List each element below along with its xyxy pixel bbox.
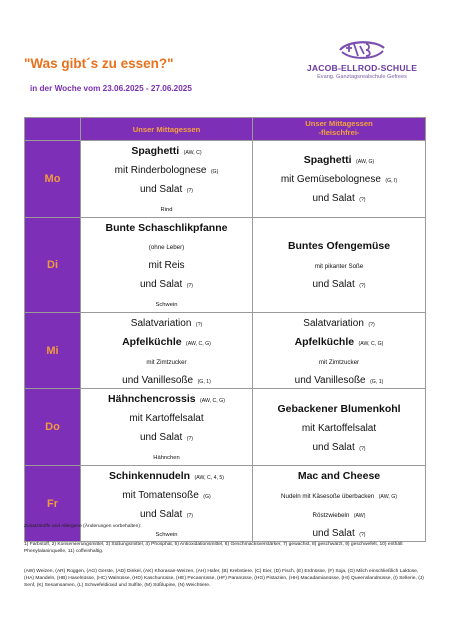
meal-text: mit Zimtzucker bbox=[318, 358, 360, 366]
meal-text: mit Zimtzucker bbox=[146, 358, 187, 366]
corner-cell bbox=[25, 118, 81, 141]
day-label: Fr bbox=[25, 465, 81, 542]
meal-text: Schwein bbox=[155, 302, 178, 308]
footer-additives: 1) Farbstoff, 2) Konservierungsmittel, 3) Süßungsmittel, 4) Phosphat, 5) Antioxidationsmittel, 6) Geschmacksverstärker, 7) gewachst, 8) geschwärzt, 9) geschwefelt, 10) enthält Phenylalaninquelle, 11) coffeinhaltig. bbox=[24, 542, 403, 555]
allergen-code: (?) bbox=[359, 283, 366, 290]
school-logo-icon bbox=[336, 36, 388, 62]
allergen-code: (?) bbox=[359, 445, 366, 452]
allergen-code: (AW, C) bbox=[183, 150, 202, 156]
meal-line bbox=[81, 236, 252, 255]
menu-table bbox=[24, 117, 426, 542]
meal-line bbox=[81, 485, 252, 504]
page-title: "Was gibt´s zu essen?" bbox=[24, 56, 174, 71]
meal-line bbox=[81, 466, 252, 485]
meal-line bbox=[253, 236, 425, 255]
allergen-code: (?) bbox=[359, 531, 366, 538]
meal-line bbox=[253, 274, 425, 293]
allergen-code: (AW, C, G) bbox=[186, 340, 211, 347]
meal-line bbox=[253, 437, 425, 456]
menu-row-do bbox=[25, 389, 426, 466]
meal-cell-vegetarian bbox=[253, 217, 426, 312]
allergen-code: (AW, C, 4, 5) bbox=[194, 474, 225, 481]
menu-row-mi bbox=[25, 312, 426, 389]
meal-text: Salatvariation bbox=[303, 317, 364, 329]
meal-line bbox=[81, 351, 252, 370]
day-label: Do bbox=[25, 389, 81, 466]
meal-cell-vegetarian bbox=[253, 141, 426, 218]
allergen-code: (?) bbox=[186, 512, 194, 519]
meal-line bbox=[253, 169, 425, 188]
menu-row-di bbox=[25, 217, 426, 312]
meal-text: und Vanillesoße bbox=[294, 374, 366, 386]
menu-row-mo bbox=[25, 141, 426, 218]
column-header-regular bbox=[81, 118, 253, 141]
meal-text: mit Rinderbolognese bbox=[114, 164, 207, 176]
meal-line bbox=[253, 188, 425, 207]
meal-cell-vegetarian bbox=[253, 312, 426, 389]
allergen-code: (G) bbox=[203, 493, 211, 500]
meal-cell-regular bbox=[81, 465, 253, 542]
meal-text: und Salat bbox=[139, 432, 183, 444]
meal-text: mit Kartoffelsalat bbox=[129, 413, 204, 425]
meal-cell-regular bbox=[81, 217, 253, 312]
meal-text: und Salat bbox=[312, 193, 355, 205]
allergen-code: (?) bbox=[368, 321, 375, 328]
meal-text: mit Kartoffelsalat bbox=[301, 422, 377, 434]
day-label: Mi bbox=[25, 312, 81, 389]
allergen-code: (G, 1) bbox=[370, 378, 384, 385]
meal-text: und Salat bbox=[139, 279, 183, 291]
meal-line bbox=[253, 255, 425, 274]
meal-text: Apfelküchle bbox=[294, 335, 355, 348]
meal-text: Spaghetti bbox=[131, 145, 180, 157]
meal-text: mit Reis bbox=[148, 260, 185, 272]
allergen-code: (?) bbox=[186, 283, 194, 290]
meal-text: mit Gemüsebolognese bbox=[280, 174, 381, 186]
school-subtitle: Evang. Ganztagsrealschule Gefrees bbox=[317, 74, 407, 80]
meal-line bbox=[253, 332, 425, 351]
meal-text: Nudeln mit Käsesoße überbacken bbox=[281, 492, 375, 500]
allergen-code: (G, 1) bbox=[197, 378, 211, 385]
meal-line bbox=[253, 399, 425, 418]
meal-text: Mac and Cheese bbox=[297, 469, 381, 482]
meal-line bbox=[253, 418, 425, 437]
meal-line bbox=[253, 313, 425, 332]
meal-text: und Vanillesoße bbox=[122, 374, 194, 386]
meal-text: Gebackener Blumenkohl bbox=[277, 402, 401, 415]
meal-text: Schinkennudeln bbox=[108, 469, 191, 482]
school-name: JACOB-ELLROD-SCHULE bbox=[306, 63, 418, 73]
meal-text: Buntes Ofengemüse bbox=[287, 240, 391, 253]
meal-text: Apfelküchle bbox=[122, 335, 182, 348]
meal-text: mit pikanter Soße bbox=[314, 263, 364, 271]
meal-text: und Salat bbox=[312, 279, 355, 291]
allergen-code: (AW, G) bbox=[356, 159, 375, 166]
meal-line bbox=[253, 370, 425, 389]
meal-line bbox=[81, 160, 252, 179]
meal-line bbox=[81, 293, 252, 312]
allergen-code: (AW, C, G) bbox=[200, 398, 225, 405]
meal-line bbox=[81, 274, 252, 293]
meal-line bbox=[81, 313, 252, 332]
meal-cell-regular bbox=[81, 312, 253, 389]
meal-text: Bunte Schaschlikpfanne bbox=[105, 221, 228, 234]
meal-text: und Salat bbox=[312, 441, 355, 453]
meal-text: und Salat bbox=[312, 527, 355, 539]
allergen-code: (AW) bbox=[353, 512, 366, 519]
allergen-code: (AW, G) bbox=[378, 493, 397, 500]
column-header-vegetarian-note: -fleischfrei- bbox=[318, 128, 360, 137]
meal-line bbox=[253, 150, 425, 169]
meal-line bbox=[81, 389, 252, 408]
meal-line bbox=[81, 218, 252, 237]
meal-line bbox=[253, 485, 425, 504]
meal-line bbox=[81, 179, 252, 198]
meal-line bbox=[81, 198, 252, 217]
meal-line bbox=[81, 427, 252, 446]
column-header-vegetarian-label: Unser Mittagessen bbox=[305, 119, 373, 129]
footer-allergens: (AW) Weizen, (AR) Roggen, (AG) Gerste, (AD) Dinkel, (AK) Khorasan-Weizen, (AH) Hafer, (B) Krebstiere, (C) Eier, (D) Fisch, (E) Erdnüsse, (F) Soja, (G) Milch einschließlich Laktose, (HA) Mandeln, (HB) Haselnüsse, (HC) Walnüsse, (HD) Kaschunüsse, (HE) Pecannüsse, (HF) Paranüsse, (HG) Pistazien, (HH) Macadamianüsse, (HI) Queenslandnüsse, (I) Sellerie, (J) Senf, (K) Sesamsamen, (L) Schwefeldioxid und Sulfite, (M) Süßlupine, (N) Weichtiere. bbox=[24, 569, 424, 589]
meal-text: Röstzwiebeln bbox=[312, 511, 350, 519]
meal-text: (ohne Leber) bbox=[148, 244, 185, 252]
meal-line bbox=[81, 141, 252, 160]
menu-header-row bbox=[25, 118, 426, 141]
meal-cell-vegetarian bbox=[253, 389, 426, 466]
meal-text: Salatvariation bbox=[130, 317, 192, 329]
meal-text: Spaghetti bbox=[303, 154, 352, 167]
allergen-code: (?) bbox=[359, 197, 366, 204]
meal-line bbox=[81, 408, 252, 427]
menu-row-fr bbox=[25, 465, 426, 542]
meal-text: Hähnchencrossis bbox=[108, 393, 196, 406]
meal-line bbox=[253, 351, 425, 370]
allergen-code: (AW, C, G) bbox=[358, 340, 384, 347]
meal-text: Hähnchen bbox=[153, 455, 180, 461]
allergen-code: (?) bbox=[195, 321, 203, 328]
meal-line bbox=[81, 370, 252, 389]
meal-line bbox=[253, 504, 425, 523]
meal-text: und Salat bbox=[139, 508, 183, 520]
week-range: in der Woche vom 23.06.2025 - 27.06.2025 bbox=[30, 84, 192, 93]
meal-cell-regular bbox=[81, 389, 253, 466]
meal-text: mit Tomatensoße bbox=[122, 489, 199, 501]
footer-heading: Zusatzstoffe und Allergene (Änderungen vorbehalten): bbox=[24, 524, 142, 529]
allergen-code: (?) bbox=[186, 436, 194, 443]
allergen-code: (G) bbox=[210, 168, 219, 175]
column-header-regular-label: Unser Mittagessen bbox=[132, 124, 201, 134]
meal-text: und Salat bbox=[139, 183, 183, 195]
day-label: Di bbox=[25, 217, 81, 312]
meal-line bbox=[81, 446, 252, 465]
meal-cell-vegetarian bbox=[253, 465, 426, 542]
meal-line bbox=[253, 466, 425, 485]
meal-line bbox=[81, 255, 252, 274]
meal-text: Schwein bbox=[155, 531, 178, 538]
school-logo bbox=[297, 36, 427, 86]
allergen-code: (?) bbox=[186, 187, 194, 194]
column-header-vegetarian bbox=[253, 118, 426, 141]
meal-cell-regular bbox=[81, 141, 253, 218]
meal-text: Rind bbox=[160, 206, 173, 213]
meal-line bbox=[81, 332, 252, 351]
allergen-code: (G, I) bbox=[385, 178, 398, 185]
meal-line bbox=[81, 504, 252, 523]
day-label: Mo bbox=[25, 141, 81, 218]
